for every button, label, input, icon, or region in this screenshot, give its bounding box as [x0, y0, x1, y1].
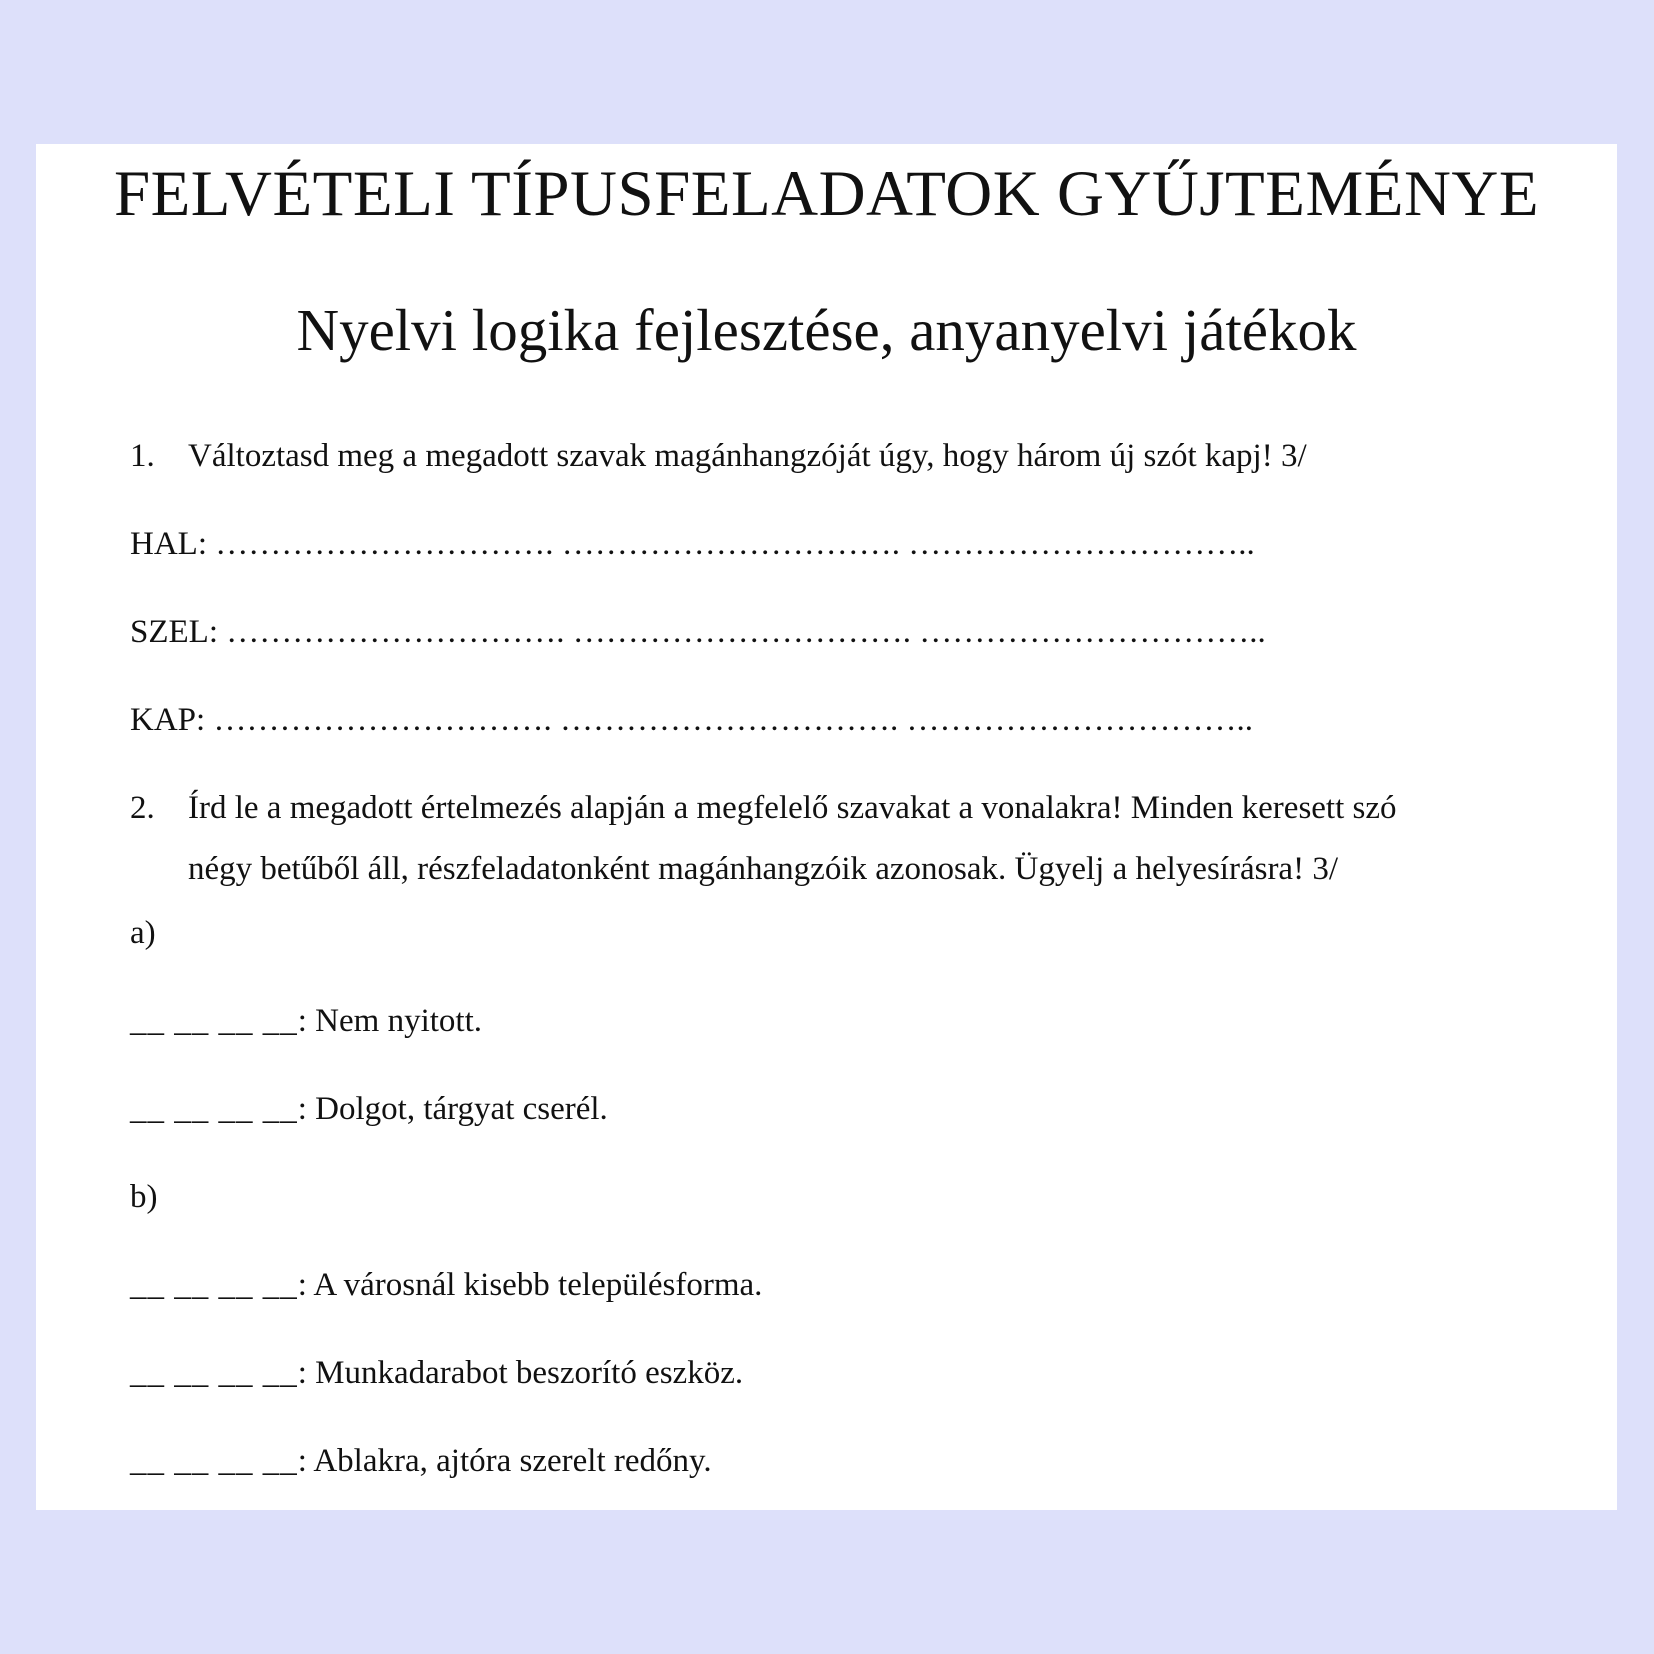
task1-word-row: [130, 528, 1255, 561]
answer-blanks: __ __ __ __: [130, 1267, 298, 1303]
item-definition: : Munkadarabot beszorító eszköz.: [297, 1355, 744, 1391]
worksheet-page: [36, 144, 1617, 1510]
task1-answer-blanks: …………………………. …………………………. …………………………..: [213, 702, 1253, 738]
part-b-item: [130, 1445, 712, 1478]
item-definition: : A városnál kisebb településforma.: [297, 1267, 763, 1303]
item-definition: : Dolgot, tárgyat cserél.: [297, 1091, 608, 1127]
answer-blanks: __ __ __ __: [130, 1443, 298, 1479]
task1-word-row: [130, 616, 1266, 649]
page-subtitle: Nyelvi logika fejlesztése, anyanyelvi játékok: [296, 297, 1357, 363]
task1-instruction: [130, 440, 1307, 473]
answer-blanks: __ __ __ __: [130, 1355, 298, 1391]
task1-word-label: HAL:: [130, 526, 207, 562]
item-definition: : Nem nyitott.: [297, 1003, 482, 1039]
task1-word-label: SZEL:: [130, 614, 218, 650]
task1-answer-blanks: …………………………. …………………………. …………………………..: [215, 526, 1255, 562]
task1-answer-blanks: …………………………. …………………………. …………………………..: [226, 614, 1266, 650]
task1-instruction-text: Változtasd meg a megadott szavak magánhangzóját úgy, hogy három új szót kapj! 3/: [188, 438, 1307, 474]
item-definition: : Ablakra, ajtóra szerelt redőny.: [297, 1443, 712, 1479]
part-b-item: [130, 1357, 743, 1390]
answer-blanks: __ __ __ __: [130, 1091, 298, 1127]
part-b-label: b): [130, 1179, 158, 1215]
task2-instruction-line1: Írd le a megadott értelmezés alapján a megfelelő szavakat a vonalakra! Minden keresett szó: [188, 790, 1397, 826]
part-b-item: [130, 1269, 762, 1302]
task2-instruction: [130, 792, 1397, 825]
part-a-label: a): [130, 915, 156, 951]
answer-blanks: __ __ __ __: [130, 1003, 298, 1039]
task1-number: 1.: [130, 438, 155, 474]
task2-number: 2.: [130, 790, 155, 826]
part-a-item: [130, 1005, 482, 1038]
task1-word-label: KAP:: [130, 702, 206, 738]
part-a-item: [130, 1093, 608, 1126]
page-title: FELVÉTELI TÍPUSFELADATOK GYŰJTEMÉNYE: [113, 158, 1540, 230]
task2-instruction-line2: négy betűből áll, részfeladatonként magánhangzóik azonosak. Ügyelj a helyesírásra! 3/: [188, 851, 1338, 887]
task1-word-row: [130, 704, 1253, 737]
